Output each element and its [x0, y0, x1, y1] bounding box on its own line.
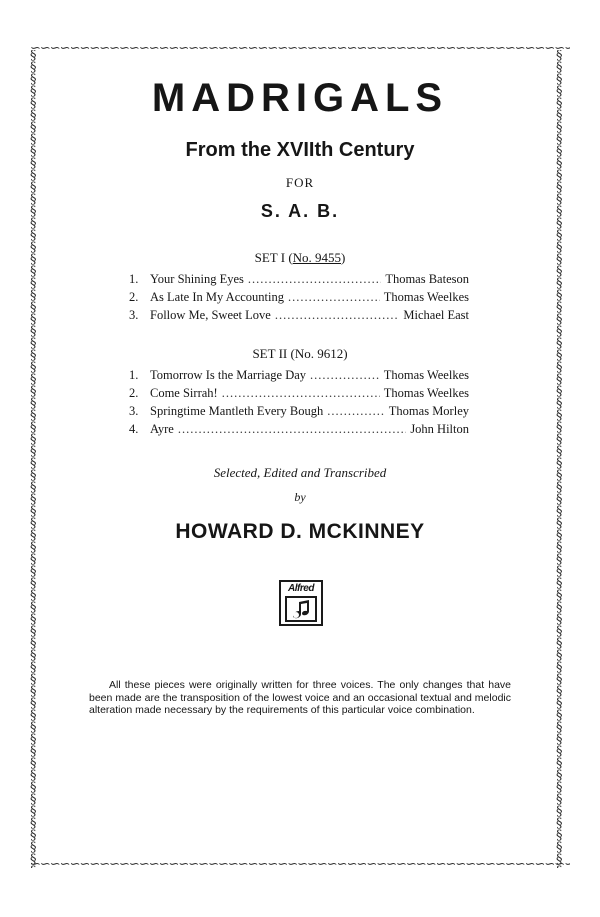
list-item — [129, 306, 469, 324]
item-number: 2. — [129, 386, 139, 400]
border-bottom-ornament — [30, 858, 570, 874]
list-item — [129, 288, 469, 306]
border-left-ornament — [30, 50, 46, 868]
item-number: 4. — [129, 422, 139, 436]
list-item — [129, 270, 469, 288]
publisher-logo — [279, 580, 323, 626]
logo-wordmark: Alfred — [288, 583, 314, 594]
dot-leader — [275, 306, 400, 324]
set-1-close-paren: ) — [341, 250, 346, 265]
page-subtitle: From the XVIIth Century — [185, 139, 415, 161]
credit-line: Selected, Edited and Transcribed — [213, 465, 387, 480]
by-label: by — [294, 490, 306, 504]
border-top-ornament — [30, 42, 570, 58]
dot-leader — [222, 384, 380, 402]
set-2-heading: SET II (No. 9612) — [252, 346, 348, 361]
set-1-catalog-number: No. 9455 — [292, 250, 342, 265]
composer-name: Thomas Weelkes — [383, 386, 469, 400]
border-right-ornament — [556, 50, 572, 868]
dot-leader — [310, 366, 380, 384]
item-number: 1. — [129, 272, 139, 286]
composer-name: Thomas Weelkes — [383, 368, 469, 382]
item-number: 1. — [129, 368, 139, 382]
set-1-contents — [129, 270, 469, 324]
composer-name: John Hilton — [410, 422, 469, 436]
dot-leader — [248, 270, 381, 288]
piece-title: Ayre — [150, 422, 174, 436]
list-item — [129, 420, 469, 438]
piece-title: Tomorrow Is the Marriage Day — [150, 368, 307, 382]
set-1-label: SET I ( — [254, 250, 293, 265]
composer-name: Thomas Bateson — [385, 272, 469, 286]
set-2-contents — [129, 366, 469, 438]
piece-title: Springtime Mantleth Every Bough — [150, 404, 324, 418]
logo-emblem-icon — [285, 596, 317, 622]
list-item — [129, 384, 469, 402]
music-emblem-icon — [287, 598, 315, 620]
list-item — [129, 402, 469, 420]
list-item — [129, 366, 469, 384]
dot-leader — [288, 288, 380, 306]
page-title: MADRIGALS — [151, 76, 449, 120]
piece-title: Follow Me, Sweet Love — [150, 308, 271, 322]
item-number: 2. — [129, 290, 139, 304]
for-label: FOR — [285, 175, 315, 190]
set-1-heading — [0, 250, 600, 266]
editor-name: HOWARD D. MCKINNEY — [175, 520, 425, 543]
dot-leader — [327, 402, 385, 420]
dot-leader — [178, 420, 406, 438]
footnote-paragraph: All these pieces were originally written for three voices. The only changes that have been made are the transposition of the lowest voice and an occasional textual and melodic alteration made necessary by the requirements of this particular voice combination. — [89, 679, 511, 716]
item-number: 3. — [129, 308, 139, 322]
voices-label: S. A. B. — [260, 201, 340, 221]
composer-name: Thomas Weelkes — [383, 290, 469, 304]
piece-title: Come Sirrah! — [150, 386, 218, 400]
item-number: 3. — [129, 404, 139, 418]
composer-name: Thomas Morley — [388, 404, 469, 418]
piece-title: Your Shining Eyes — [150, 272, 244, 286]
piece-title: As Late In My Accounting — [150, 290, 285, 304]
composer-name: Michael East — [403, 308, 469, 322]
